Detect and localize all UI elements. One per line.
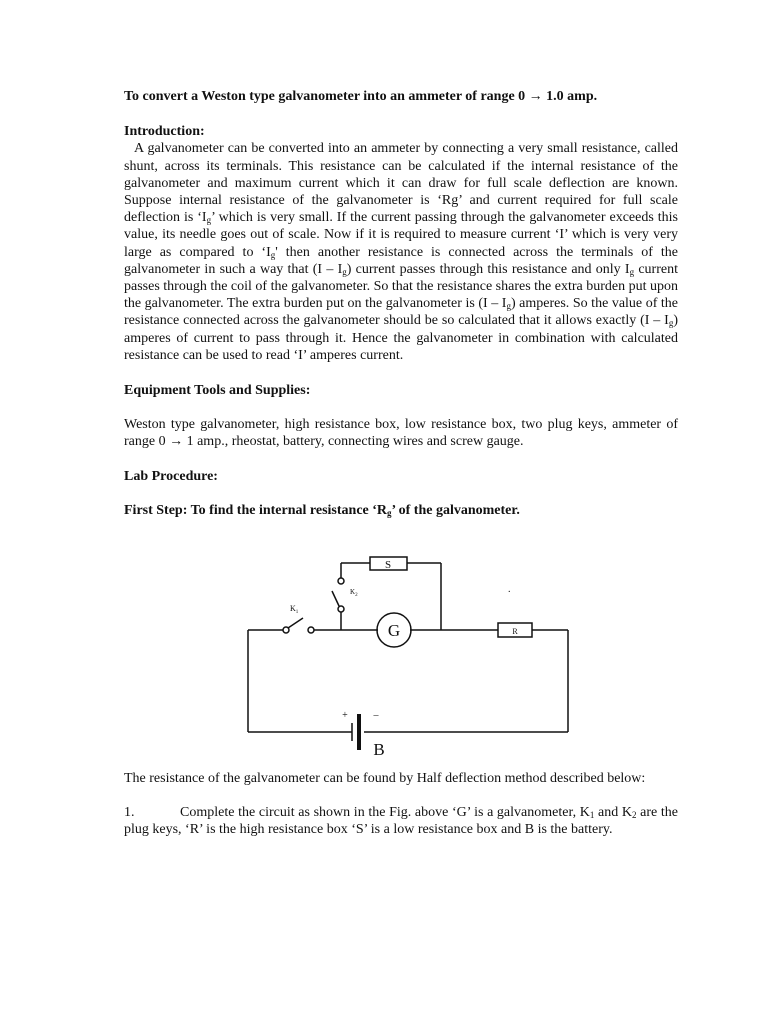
galvanometer-label: G — [387, 621, 401, 640]
k2-label: $K_2$ — [350, 588, 358, 598]
circuit-diagram — [238, 550, 578, 765]
step-number: 1. — [124, 805, 135, 821]
procedure-heading: Lab Procedure: — [124, 468, 218, 484]
k1-label: $K_1$ — [290, 604, 299, 615]
first-step-heading: First Step: To find the internal resistance ‘$R_g$’ of the galvanometer. — [124, 502, 520, 518]
arrow-symbol: → — [528, 89, 543, 104]
step-1-paragraph: 1. Complete the circuit as shown in the Fig. above ‘G’ is a galvanometer, $K_1$ and $K_2$ are the plug keys, ‘R’ is the high resistance box ‘S’ is a low resistance box and B is the battery. — [124, 805, 678, 838]
equipment-heading: Equipment Tools and Supplies: — [124, 383, 311, 399]
page-title: To convert a Weston type galvanometer into an ammeter of range 0 → 1.0 amp. — [124, 89, 598, 104]
half-deflection-paragraph: The resistance of the galvanometer can be found by Half deflection method described below: — [124, 771, 646, 786]
introduction-paragraph: A galvanometer can be converted into an ammeter by connecting a very small resistance, called shunt, across its terminals. This resistance can be calculated if the internal resistance of the galvanometer and maximum current which it can draw for full scale deflection are known. Suppose internal resistance of the galvanometer is ‘Rg’ and current required for full scale deflection is ‘$I_g$’ which is very small. If the current passing through the galvanometer exceeds this value, its needle goes out of scale. Now if it is required to measure current ‘I’ which is very very large as compared to ‘$I_g'$ then another resistance is connected across the terminals of the galvanometer in such a way that $(I - I_g)$ current passes through this resistance and only $I_g$ current passes through the coil of the galvanometer. So that the resistance shares the extra burden put upon the galvanometer. The extra burden put on the galvanometer is $(I - I_g)$ amperes. So the value of the resistance connected across the galvanometer should be so calculated that it allows exactly $(I - I_g)$ amperes of current to pass through it. Hence the galvanometer in combination with calculated resistance can be used to read ‘I’ amperes current. — [124, 141, 679, 363]
equipment-paragraph: Weston type galvanometer, high resistance box, low resistance box, two plug keys, ammeter of range 0 → 1 amp., rheostat, battery, connecting wires and screw gauge. — [124, 417, 678, 450]
battery-label: B — [373, 740, 385, 759]
document-body — [124, 88, 678, 519]
stray-dot: . — [508, 584, 511, 595]
introduction-heading: Introduction: — [124, 124, 205, 140]
lower-text — [124, 770, 678, 839]
s-label: S — [384, 559, 392, 571]
battery-minus: – — [373, 710, 379, 721]
r-label: R — [512, 627, 518, 636]
battery-plus: + — [342, 710, 348, 721]
